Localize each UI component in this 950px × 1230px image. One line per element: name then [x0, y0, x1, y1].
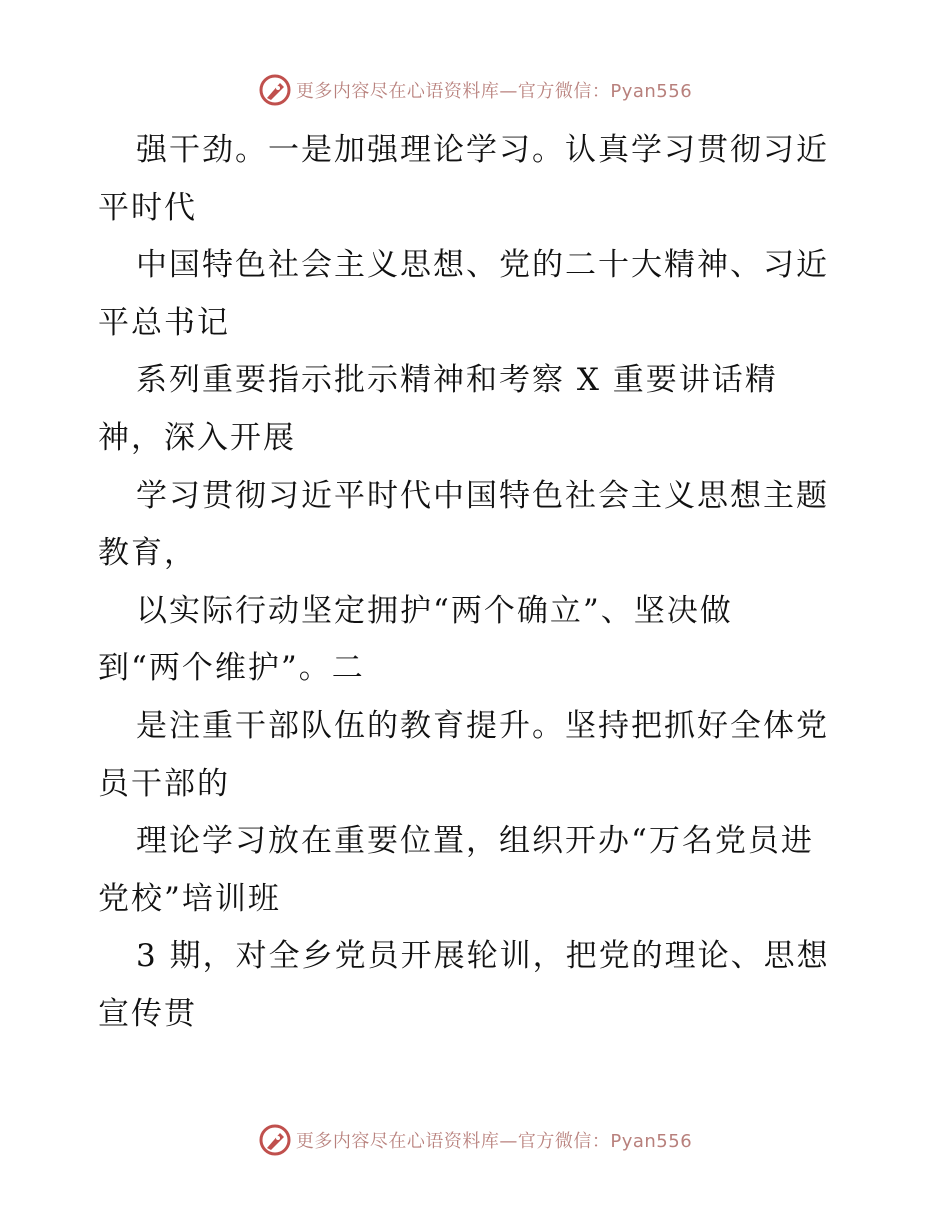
- text-line: 3 期，对全乡党员开展轮训，把党的理论、思想: [136, 938, 830, 975]
- text-line: 学习贯彻习近平时代中国特色社会主义思想主题: [136, 477, 829, 514]
- text-line: 神，深入开展: [98, 419, 296, 456]
- paragraph-2: [98, 237, 858, 352]
- paragraph-6: [98, 698, 858, 813]
- paragraph-4: [98, 468, 858, 583]
- text-line: 教育，: [98, 535, 197, 572]
- text-line: 到“两个维护”。二: [98, 650, 365, 687]
- text-line: 以实际行动坚定拥护“两个确立”、坚决做: [136, 592, 733, 629]
- text-line: 强干劲。一是加强理论学习。认真学习贯彻习近: [136, 132, 829, 168]
- watermark-text: 更多内容尽在心语资料库—官方微信：Pyan556: [295, 1131, 693, 1152]
- text-line: 理论学习放在重要位置，组织开办“万名党员进: [136, 823, 814, 860]
- text-line: 平时代: [98, 189, 197, 226]
- paragraph-1: [98, 122, 858, 237]
- paragraph-7: [98, 813, 858, 928]
- text-line: 党校”培训班: [98, 880, 281, 917]
- header-watermark-banner: [0, 70, 950, 110]
- footer-watermark-banner: [0, 1120, 950, 1160]
- text-line: 是注重干部队伍的教育提升。坚持把抓好全体党: [136, 707, 829, 744]
- paragraph-3: [98, 352, 858, 467]
- paragraph-8: [98, 928, 858, 1043]
- watermark-text: 更多内容尽在心语资料库—官方微信：Pyan556: [295, 81, 693, 102]
- text-line: 系列重要指示批示精神和考察 X 重要讲话精: [136, 362, 778, 399]
- text-line: 平总书记: [98, 304, 230, 341]
- text-line: 宣传贯: [98, 995, 197, 1032]
- text-line: 中国特色社会主义思想、党的二十大精神、习近: [136, 247, 829, 284]
- text-line: 员干部的: [98, 765, 230, 802]
- pen-nib-logo-icon: [258, 73, 292, 107]
- pen-nib-logo-icon: [258, 1123, 292, 1157]
- paragraph-5: [98, 583, 858, 698]
- document-body: [98, 122, 858, 1044]
